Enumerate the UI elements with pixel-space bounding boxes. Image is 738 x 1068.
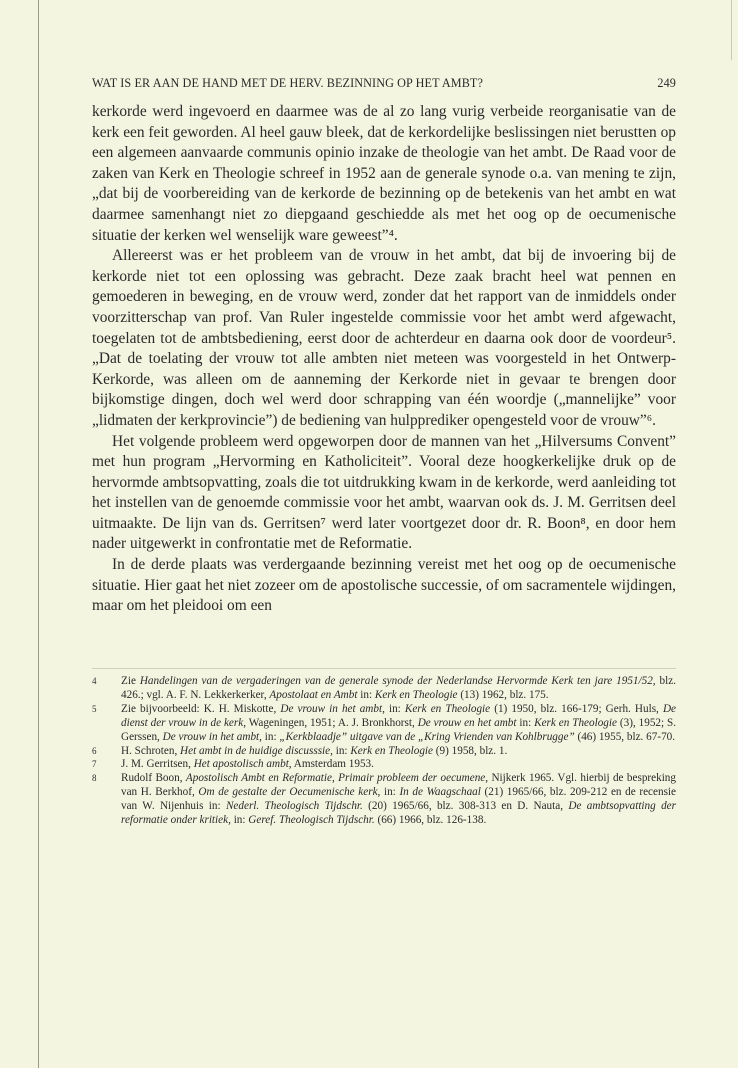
footnote-number: 5 bbox=[92, 703, 97, 714]
footnote bbox=[92, 703, 676, 745]
body-text bbox=[92, 102, 676, 617]
footnote-citation-title: Kerk en Theologie bbox=[350, 744, 433, 757]
page-edge-mark bbox=[731, 0, 732, 60]
paragraph: Allereerst was er het probleem van de vrouw in het ambt, dat bij de invoering bij de kerkorde niet tot een oplossing was gebracht. Deze zaak bracht heel wat pennen en gemoederen in beweging, en de vrouw werd, zonder dat het rapport van de inmiddels onder voorzitterschap van prof. Van Ruler ingestelde commissie voor het ambt werd afgewacht, toegelaten tot de ambtsbediening, eerst door de achterdeur en daarna ook door de voordeur⁵. „Dat de toelating der vrouw tot alle ambten niet meteen was voorgesteld in het Ontwerp-Kerkorde, was alleen om de aanneming der Kerkorde niet in gevaar te brengen door bijkomstige dingen, doch wel werd door schrapping van één woordje („mannelijke” voor „lidmaten der kerkprovincie”) de bediening van hulpprediker opengesteld voor de vrouw”⁶. bbox=[92, 247, 676, 429]
footnote-text: Zie bijvoorbeeld: K. H. Miskotte, bbox=[121, 702, 281, 715]
footnote-citation-title: Apostolaat en Ambt bbox=[269, 688, 358, 701]
running-head-title: WAT IS ER AAN DE HAND MET DE HERV. BEZINNING OP HET AMBT? bbox=[92, 76, 483, 90]
footnote-citation-title: Om de gestalte der Oecumenische kerk, bbox=[198, 786, 381, 799]
footnote-text: in: bbox=[384, 702, 405, 715]
footnote-text: in: bbox=[357, 688, 375, 701]
footnote-number: 7 bbox=[92, 759, 97, 770]
footnote-number: 6 bbox=[92, 745, 97, 756]
page-number: 249 bbox=[657, 76, 676, 90]
footnote-text: Rudolf Boon, bbox=[121, 772, 186, 785]
footnote-citation-title: Apostolisch Ambt en Reformatie, Primair probleem der oecumene, bbox=[185, 772, 489, 785]
footnote-citation-title: Nederl. Theologisch Tijdschr. bbox=[225, 800, 363, 813]
footnote-citation-title: Kerk en Theologie bbox=[404, 702, 491, 715]
footnote-citation-title: De vrouw in het ambt, bbox=[162, 730, 262, 743]
footnote-text: in: bbox=[380, 786, 400, 799]
footnote-citation-title: De dienst der vrouw in de kerk, bbox=[121, 702, 676, 729]
footnote-text: (66) 1966, blz. 126-138. bbox=[374, 814, 487, 827]
footnote-text: Wageningen, 1951; A. J. Bronkhorst, bbox=[246, 716, 418, 729]
footnote-text: (9) 1958, blz. 1. bbox=[433, 744, 508, 757]
footnote-citation-title: „Kerkblaadje” uitgave van de „Kring Vrienden van Kohlbrugge” bbox=[279, 730, 575, 743]
footnote bbox=[92, 745, 676, 759]
page-edge-line bbox=[38, 0, 39, 1068]
footnote bbox=[92, 772, 676, 828]
paragraph: Het volgende probleem werd opgeworpen door de mannen van het „Hilversums Convent” met hun program „Hervorming en Katholiciteit”. Vooral deze hoogkerkelijke druk op de hervormde ambtsopvatting, zoals die tot uitdrukking kwam in de kerkorde, werd aanleiding tot het instellen van de genoemde commissie voor het ambt, waarvan ook ds. J. M. Gerritsen deel uitmaakte. De lijn van ds. Gerritsen⁷ werd later voortgezet door dr. R. Boon⁸, en door hem nader uitgewerkt in confrontatie met de Reformatie. bbox=[92, 432, 676, 553]
footnote-number: 4 bbox=[92, 676, 97, 686]
footnote bbox=[92, 675, 676, 703]
footnote-citation-title: De ambtsopvatting der reformatie onder kritiek, bbox=[121, 800, 676, 827]
footnotes bbox=[92, 675, 676, 828]
footnote-citation-title: In de Waagschaal bbox=[399, 786, 481, 799]
footnote-text: (21) 1965/66, blz. 209-212 en de recensie van W. Nijenhuis in: bbox=[121, 786, 676, 813]
footnote-citation-title: Kerk en Theologie bbox=[374, 688, 458, 701]
footnote-text: Zie bbox=[121, 675, 140, 687]
footnote-text: Nijkerk 1965. Vgl. hierbij de bespreking van H. Berkhof, bbox=[121, 772, 676, 799]
footnote-citation-title: De vrouw in het ambt, bbox=[280, 702, 385, 715]
footnote-text: blz. 426.; vgl. A. F. N. Lekkerkerker, bbox=[121, 675, 676, 701]
footnote-citation-title: De vrouw en het ambt bbox=[417, 716, 517, 729]
footnote-text: H. Schroten, bbox=[121, 744, 181, 757]
footnote-text: (13) 1962, blz. 175. bbox=[457, 688, 549, 701]
footnote-text: (46) 1955, blz. 67-70. bbox=[574, 730, 676, 743]
footnote-text: J. M. Gerritsen, bbox=[121, 758, 194, 771]
footnote-text: (20) 1965/66, blz. 308-313 en D. Nauta, bbox=[362, 800, 569, 813]
footnote-citation-title: Het ambt in de huidige discusssie, bbox=[180, 744, 333, 757]
paragraph: kerkorde werd ingevoerd en daarmee was de al zo lang vurig verbeide reorganisatie van de kerk een feit geworden. Al heel gauw bleek, dat de kerkordelijke beslissingen niet berustten op een algemeen aanvaarde communis opinio inzake de theologie van het ambt. De Raad voor de zaken van Kerk en Theologie schreef in 1952 aan de generale synode o.a. van mening te zijn, „dat bij de voorbereiding van de kerkorde de bezinning op de betekenis van het ambt en wat daarmee samenhangt niet zo diepgaand geschiedde als met het oog op de oecumenische situatie der kerken wel wenselijk ware geweest”⁴. bbox=[92, 103, 676, 244]
footnote-text: in: bbox=[516, 716, 535, 729]
footnote bbox=[92, 758, 676, 772]
footnote-citation-title: Het apostolisch ambt, bbox=[193, 758, 292, 771]
footnote-text: in: bbox=[261, 730, 280, 743]
paragraph: In de derde plaats was verdergaande bezinning vereist met het oog op de oecumenische situatie. Hier gaat het niet zozeer om de apostolische successie, of om sacramentele wijdingen, maar om het pleidooi om een bbox=[92, 556, 676, 615]
footnote-citation-title: Kerk en Theologie bbox=[534, 716, 617, 729]
footnote-number: 8 bbox=[92, 773, 97, 784]
footnote-citation-title: Geref. Theologisch Tijdschr. bbox=[248, 814, 375, 827]
footnote-text: (3), 1952; S. Gerssen, bbox=[121, 716, 677, 743]
footnote-text: in: bbox=[332, 744, 351, 757]
footnote-text: Amsterdam 1953. bbox=[291, 758, 374, 771]
footnote-text: in: bbox=[230, 814, 249, 827]
footnote-citation-title: Handelingen van de vergaderingen van de generale synode der Nederlandse Hervormde Kerk ten jare 1951/52, bbox=[139, 675, 656, 687]
running-head bbox=[92, 76, 676, 92]
footnote-separator bbox=[92, 668, 676, 669]
footnote-text: (1) 1950, blz. 166-179; Gerh. Huls, bbox=[490, 702, 663, 715]
